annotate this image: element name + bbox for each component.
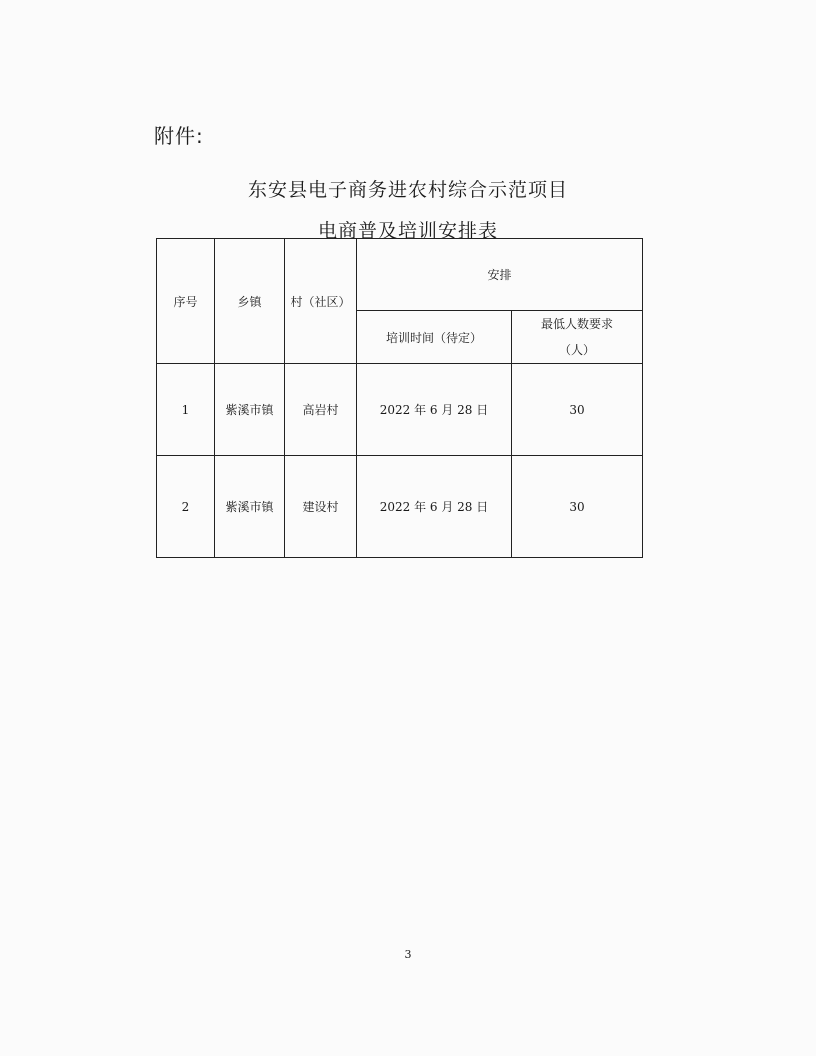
- cell-village: 建设村: [285, 456, 357, 558]
- cell-min-people: 30: [512, 456, 643, 558]
- table-row: [157, 456, 643, 558]
- cell-town: 紫溪市镇: [215, 364, 285, 456]
- header-min-people-line1: 最低人数要求: [541, 317, 614, 331]
- cell-date: 2022 年 6 月 28 日: [357, 456, 512, 558]
- table-header-row: [157, 239, 643, 311]
- header-town: 乡镇: [215, 239, 285, 364]
- document-title-line1: 东安县电子商务进农村综合示范项目: [247, 179, 568, 201]
- table-row: [157, 364, 643, 456]
- cell-village: 高岩村: [285, 364, 357, 456]
- header-village: 村（社区）: [285, 239, 357, 364]
- cell-date: 2022 年 6 月 28 日: [357, 364, 512, 456]
- header-training-time: 培训时间（待定）: [357, 311, 512, 364]
- document-title-line2: 电商普及培训安排表: [317, 220, 498, 242]
- cell-seq: 1: [157, 364, 215, 456]
- cell-seq: 2: [157, 456, 215, 558]
- header-arrangement: 安排: [357, 239, 643, 311]
- attachment-label: 附件:: [154, 124, 204, 148]
- training-schedule-table: [156, 238, 643, 558]
- cell-town: 紫溪市镇: [215, 456, 285, 558]
- cell-min-people: 30: [512, 364, 643, 456]
- page-number: 3: [404, 948, 412, 961]
- header-min-people: [512, 311, 643, 364]
- header-seq: 序号: [157, 239, 215, 364]
- header-min-people-line2: （人）: [559, 343, 596, 357]
